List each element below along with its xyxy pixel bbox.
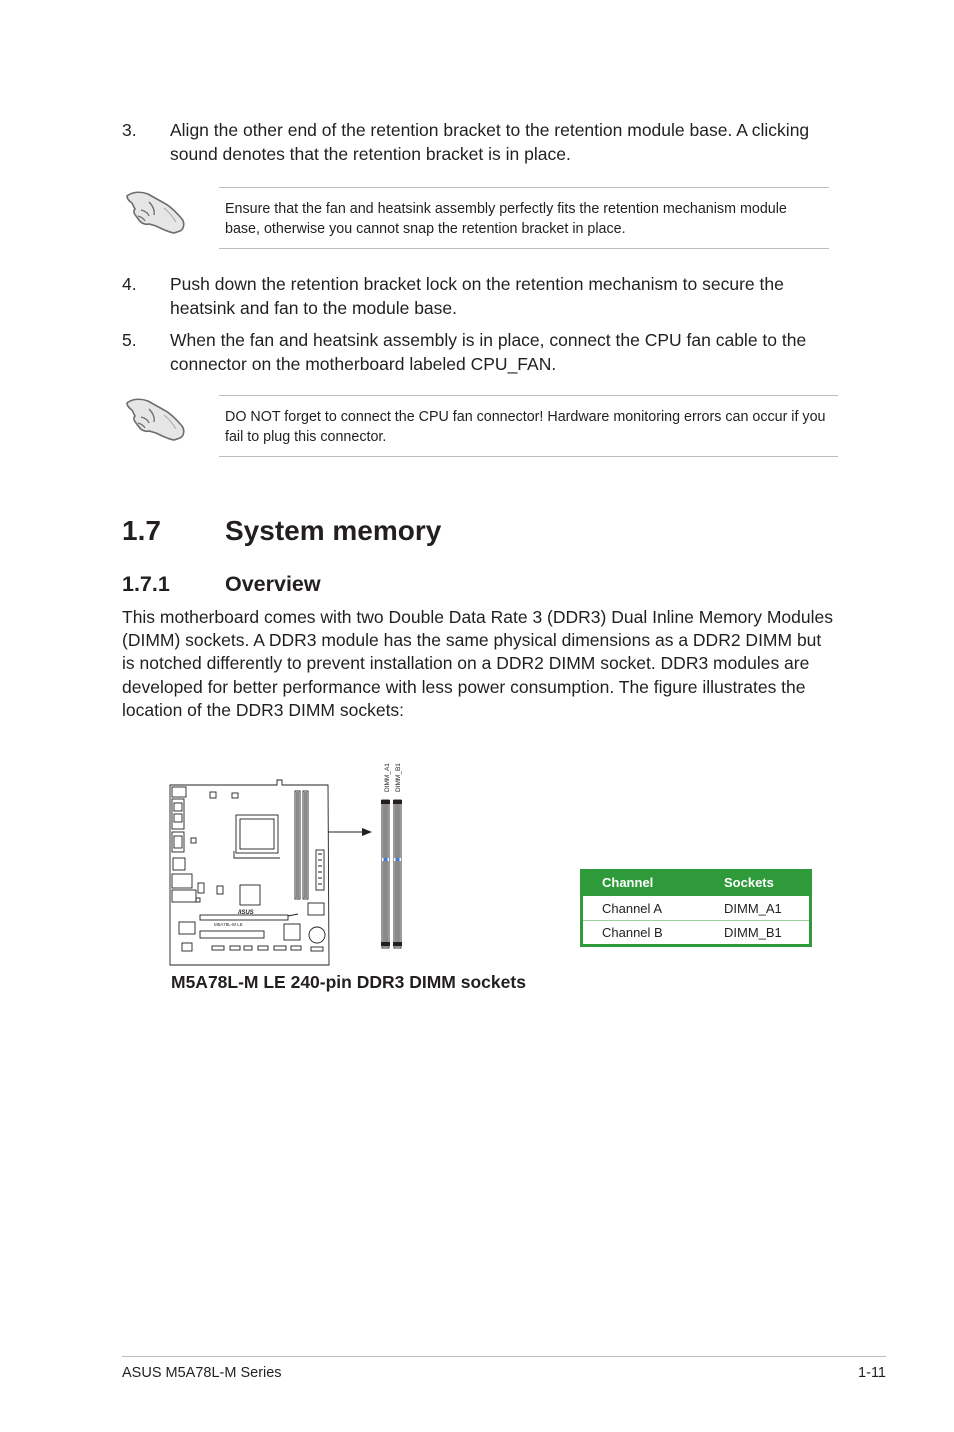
- cell-channel: Channel A: [602, 900, 662, 916]
- section-number: 1.7: [122, 515, 161, 546]
- motherboard-diagram: [160, 748, 430, 973]
- cell-socket: DIMM_A1: [724, 900, 782, 916]
- step-text: When the fan and heatsink assembly is in place, connect the CPU fan cable to the connector on the motherboard labeled CPU_FAN.: [170, 330, 807, 374]
- section-title: System memory: [225, 515, 442, 546]
- battery: [309, 927, 325, 943]
- footer-divider: [122, 1356, 886, 1357]
- step-text: Align the other end of the retention bracket to the retention module base. A clicking sound denotes that the retention bracket is in place.: [170, 120, 810, 164]
- subsection-title: Overview: [225, 572, 321, 596]
- pointing-hand-icon: [124, 393, 188, 445]
- figure-caption: M5A78L-M LE 240-pin DDR3 DIMM sockets: [171, 972, 526, 992]
- table-header: [583, 869, 809, 896]
- board-model-label: M5A78L-M LE: [214, 922, 243, 927]
- pointing-hand-icon: [124, 186, 188, 238]
- dimm-b1-label: DIMM_B1: [395, 763, 402, 792]
- header-channel: Channel: [602, 875, 654, 890]
- footer-title: ASUS M5A78L-M Series: [122, 1365, 282, 1381]
- note-box: [219, 395, 838, 457]
- pci-slot: [200, 931, 264, 938]
- page-number: 1-11: [858, 1365, 886, 1381]
- header-sockets: Sockets: [724, 875, 774, 890]
- step-number: 3.: [122, 120, 137, 140]
- table-body: [583, 896, 809, 944]
- note-box: [219, 187, 829, 249]
- note-text: DO NOT forget to connect the CPU fan connector! Hardware monitoring errors can occur if you fail to plug this connector.: [225, 409, 826, 445]
- brand-logo: /ISUS: [238, 910, 254, 916]
- note-text: Ensure that the fan and heatsink assembly perfectly fits the retention mechanism module base, otherwise you cannot snap the retention bracket in place.: [225, 201, 787, 237]
- cpu-socket: [236, 815, 278, 853]
- channel-table: [580, 869, 812, 947]
- overview-paragraph: This motherboard comes with two Double Data Rate 3 (DDR3) Dual Inline Memory Modules (DIMM) sockets. A DDR3 module has the same physical dimensions as a DDR2 DIMM but is notched differently to prevent installation on a DDR2 DIMM socket. DDR3 modules are developed for better performance with less power consumption. The figure illustrates the location of the DDR3 DIMM sockets:: [122, 607, 833, 720]
- table-row: [583, 896, 809, 920]
- step-text: Push down the retention bracket lock on the retention mechanism to secure the heatsink and fan to the module base.: [170, 274, 784, 318]
- table-row: [583, 920, 809, 944]
- step-number: 4.: [122, 274, 137, 294]
- step-number: 5.: [122, 330, 137, 350]
- subsection-number: 1.7.1: [122, 572, 170, 596]
- chipset: [240, 885, 260, 905]
- cell-channel: Channel B: [602, 925, 663, 940]
- dimm-a1-label: DIMM_A1: [384, 763, 391, 792]
- io-ports: [172, 787, 186, 797]
- cell-socket: DIMM_B1: [724, 925, 782, 940]
